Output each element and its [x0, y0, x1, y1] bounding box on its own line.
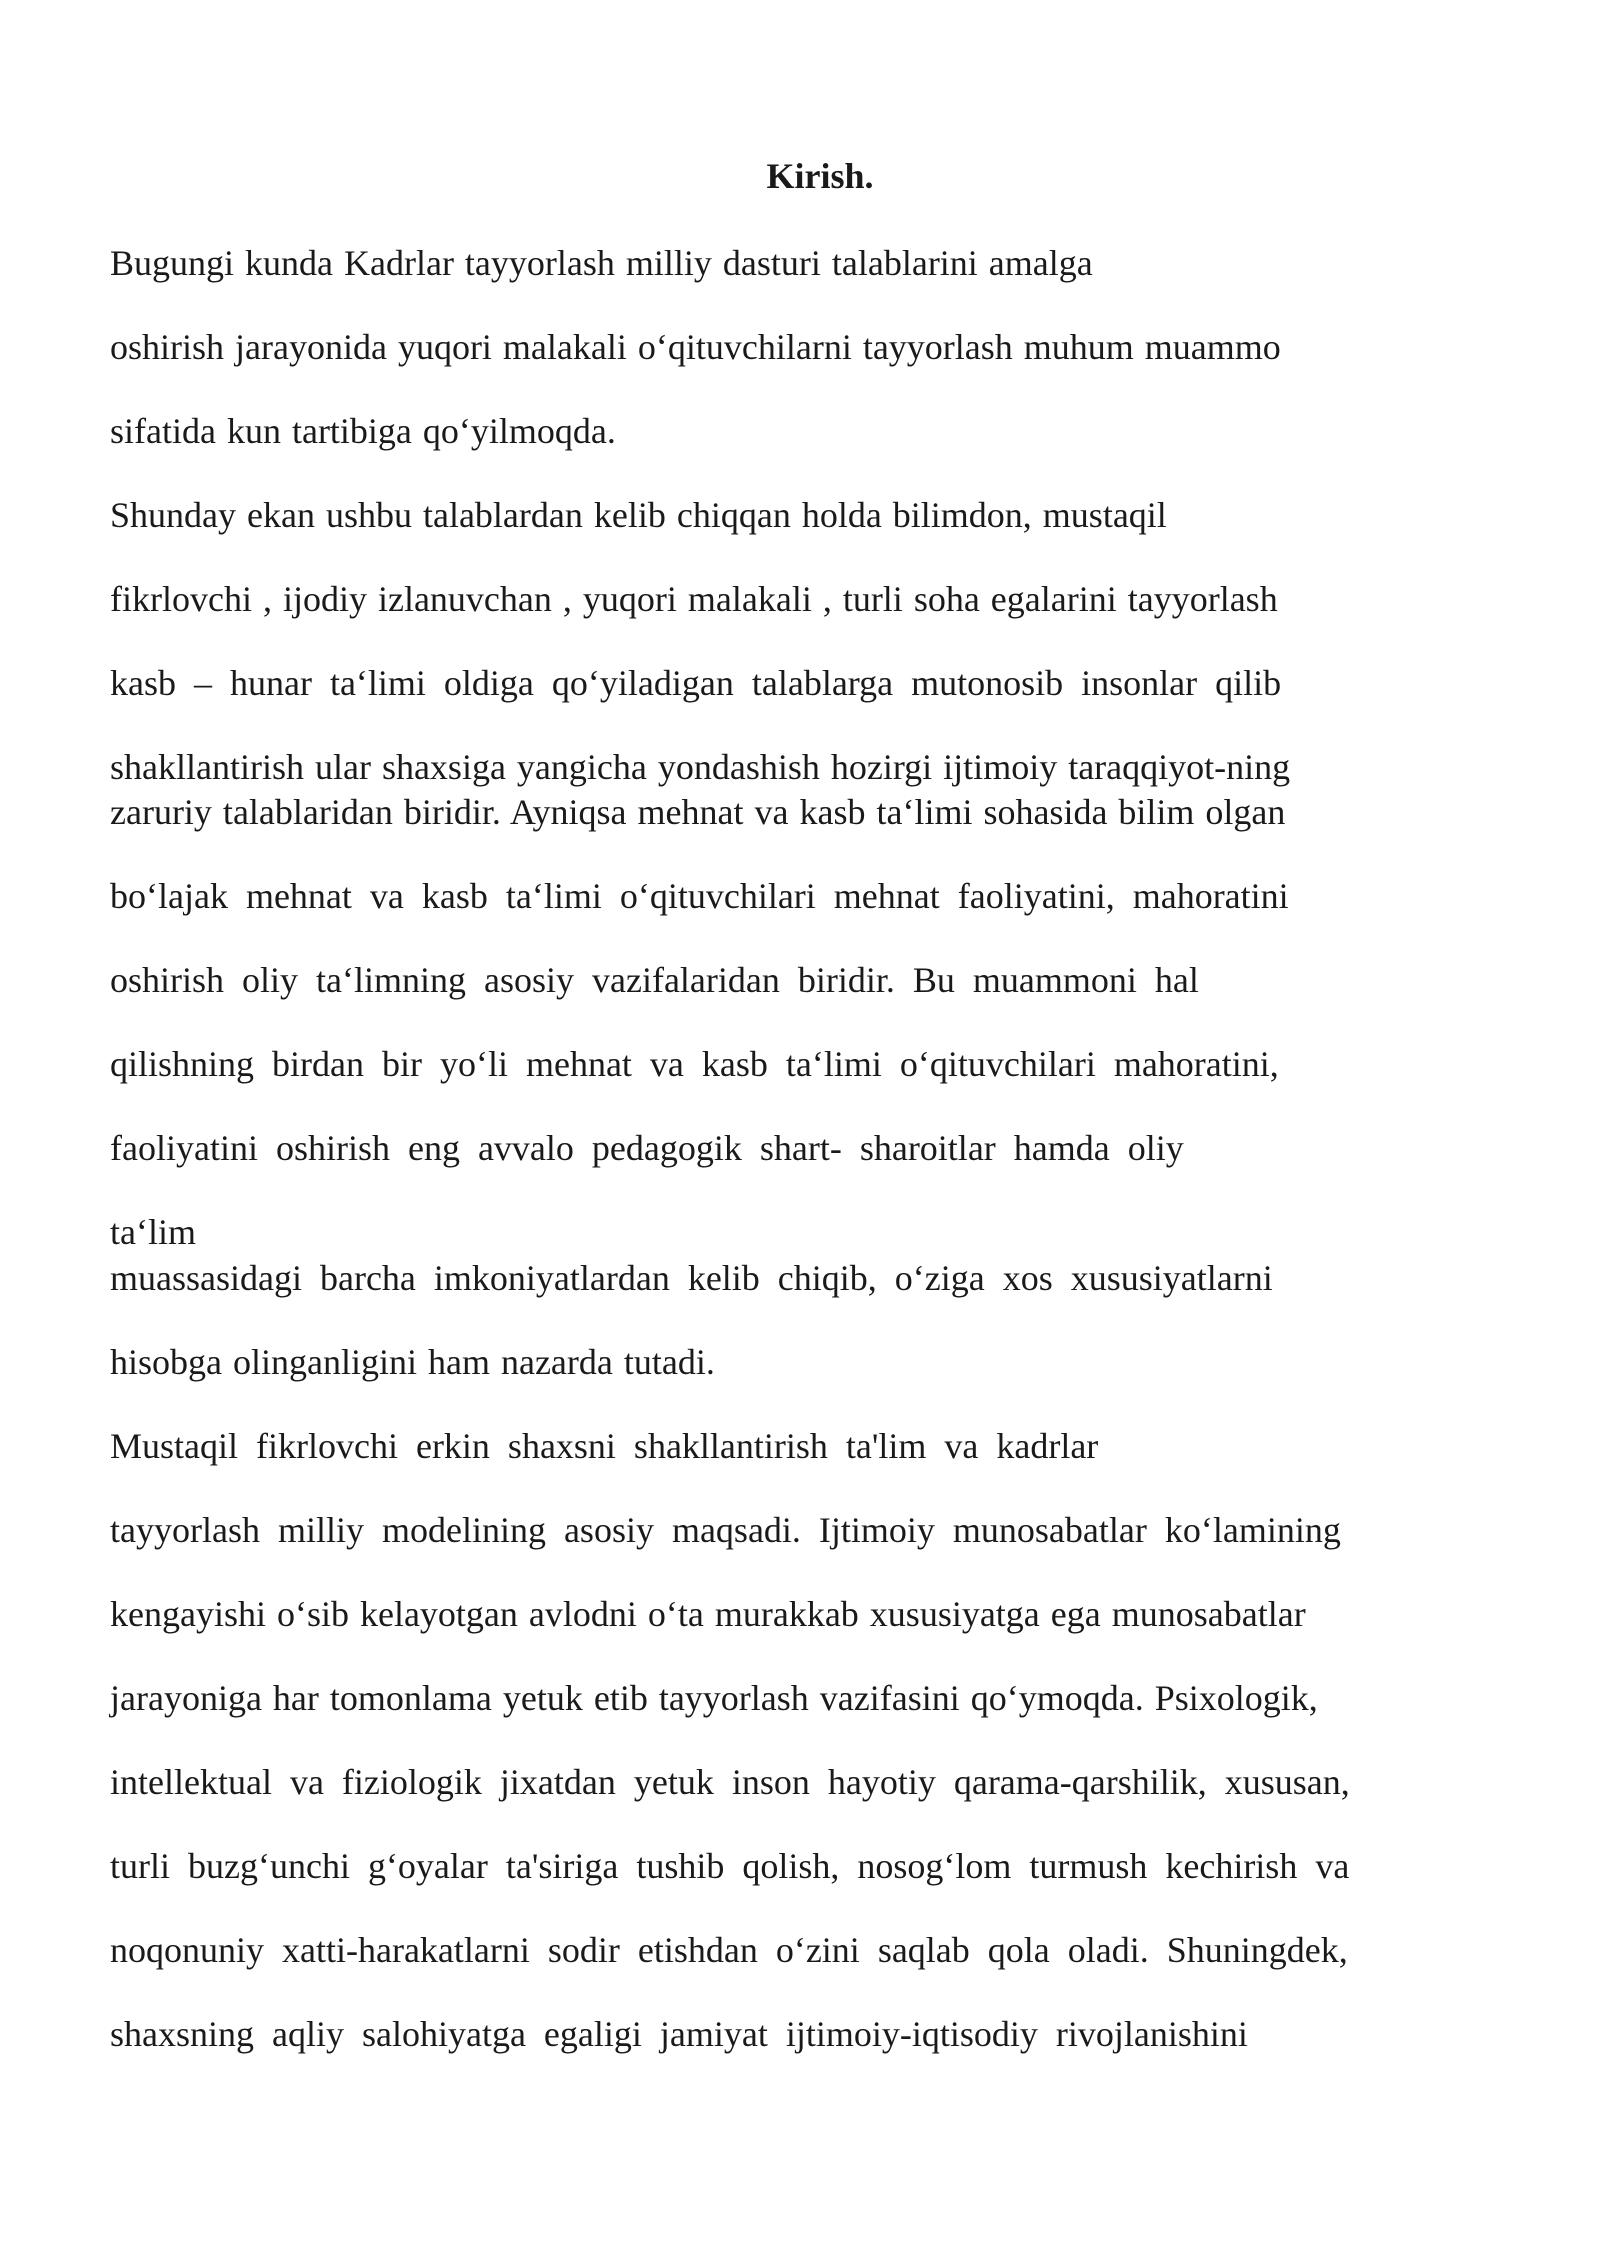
text-line: sifatida kun tartibiga qo‘yilmoqda. [110, 411, 616, 451]
text-line: bo‘lajak mehnat va kasb ta‘limi o‘qituvchilari mehnat faoliyatini, mahoratini [110, 876, 1289, 916]
text-line: Bugungi kunda Kadrlar tayyorlash milliy dasturi talablarini amalga [110, 243, 1093, 283]
text-line: zaruriy talablaridan biridir. Ayniqsa mehnat va kasb ta‘limi sohasida bilim olgan [110, 792, 1286, 832]
text-line: kengayishi o‘sib kelayotgan avlodni o‘ta murakkab xususiyatga ega munosabatlar [110, 1594, 1306, 1634]
text-line: fikrlovchi , ijodiy izlanuvchan , yuqori malakali , turli soha egalarini tayyorlash [110, 579, 1278, 619]
text-line: shakllantirish ular shaxsiga yangicha yondashish hozirgi ijtimoiy taraqqiyot-ning [110, 747, 1291, 787]
text-line: intellektual va fiziologik jixatdan yetuk inson hayotiy qarama-qarshilik, xususan, [110, 1762, 1350, 1802]
text-line: kasb – hunar ta‘limi oldiga qo‘yiladigan talablarga mutonosib insonlar qilib [110, 663, 1282, 703]
text-line: noqonuniy xatti-harakatlarni sodir etishdan o‘zini saqlab qola oladi. Shuningdek, [110, 1930, 1348, 1970]
text-line: muassasidagi barcha imkoniyatlardan kelib chiqib, o‘ziga xos xususiyatlarni [110, 1258, 1273, 1298]
text-line: faoliyatini oshirish eng avvalo pedagogik shart- sharoitlar hamda oliy [110, 1128, 1184, 1168]
text-line: Mustaqil fikrlovchi erkin shaxsni shakllantirish ta'lim va kadrlar [110, 1426, 1099, 1466]
text-line: oshirish oliy ta‘limning asosiy vazifalaridan biridir. Bu muammoni hal [110, 960, 1199, 1000]
document-title: Kirish. [766, 156, 874, 196]
text-line: turli buzg‘unchi g‘oyalar ta'siriga tushib qolish, nosog‘lom turmush kechirish va [110, 1846, 1350, 1886]
text-line: tayyorlash milliy modelining asosiy maqsadi. Ijtimoiy munosabatlar ko‘lamining [110, 1510, 1341, 1550]
text-line: jarayoniga har tomonlama yetuk etib tayyorlash vazifasini qo‘ymoqda. Psixologik, [110, 1678, 1318, 1718]
text-line: qilishning birdan bir yo‘li mehnat va kasb ta‘limi o‘qituvchilari mahoratini, [110, 1044, 1279, 1084]
text-line: ta‘lim [110, 1212, 196, 1252]
text-line: hisobga olinganligini ham nazarda tutadi. [110, 1342, 715, 1382]
text-line: Shunday ekan ushbu talablardan kelib chiqqan holda bilimdon, mustaqil [110, 495, 1167, 535]
text-line: shaxsning aqliy salohiyatga egaligi jamiyat ijtimoiy-iqtisodiy rivojlanishini [110, 2014, 1248, 2054]
text-line: oshirish jarayonida yuqori malakali o‘qituvchilarni tayyorlash muhum muammo [110, 327, 1281, 367]
